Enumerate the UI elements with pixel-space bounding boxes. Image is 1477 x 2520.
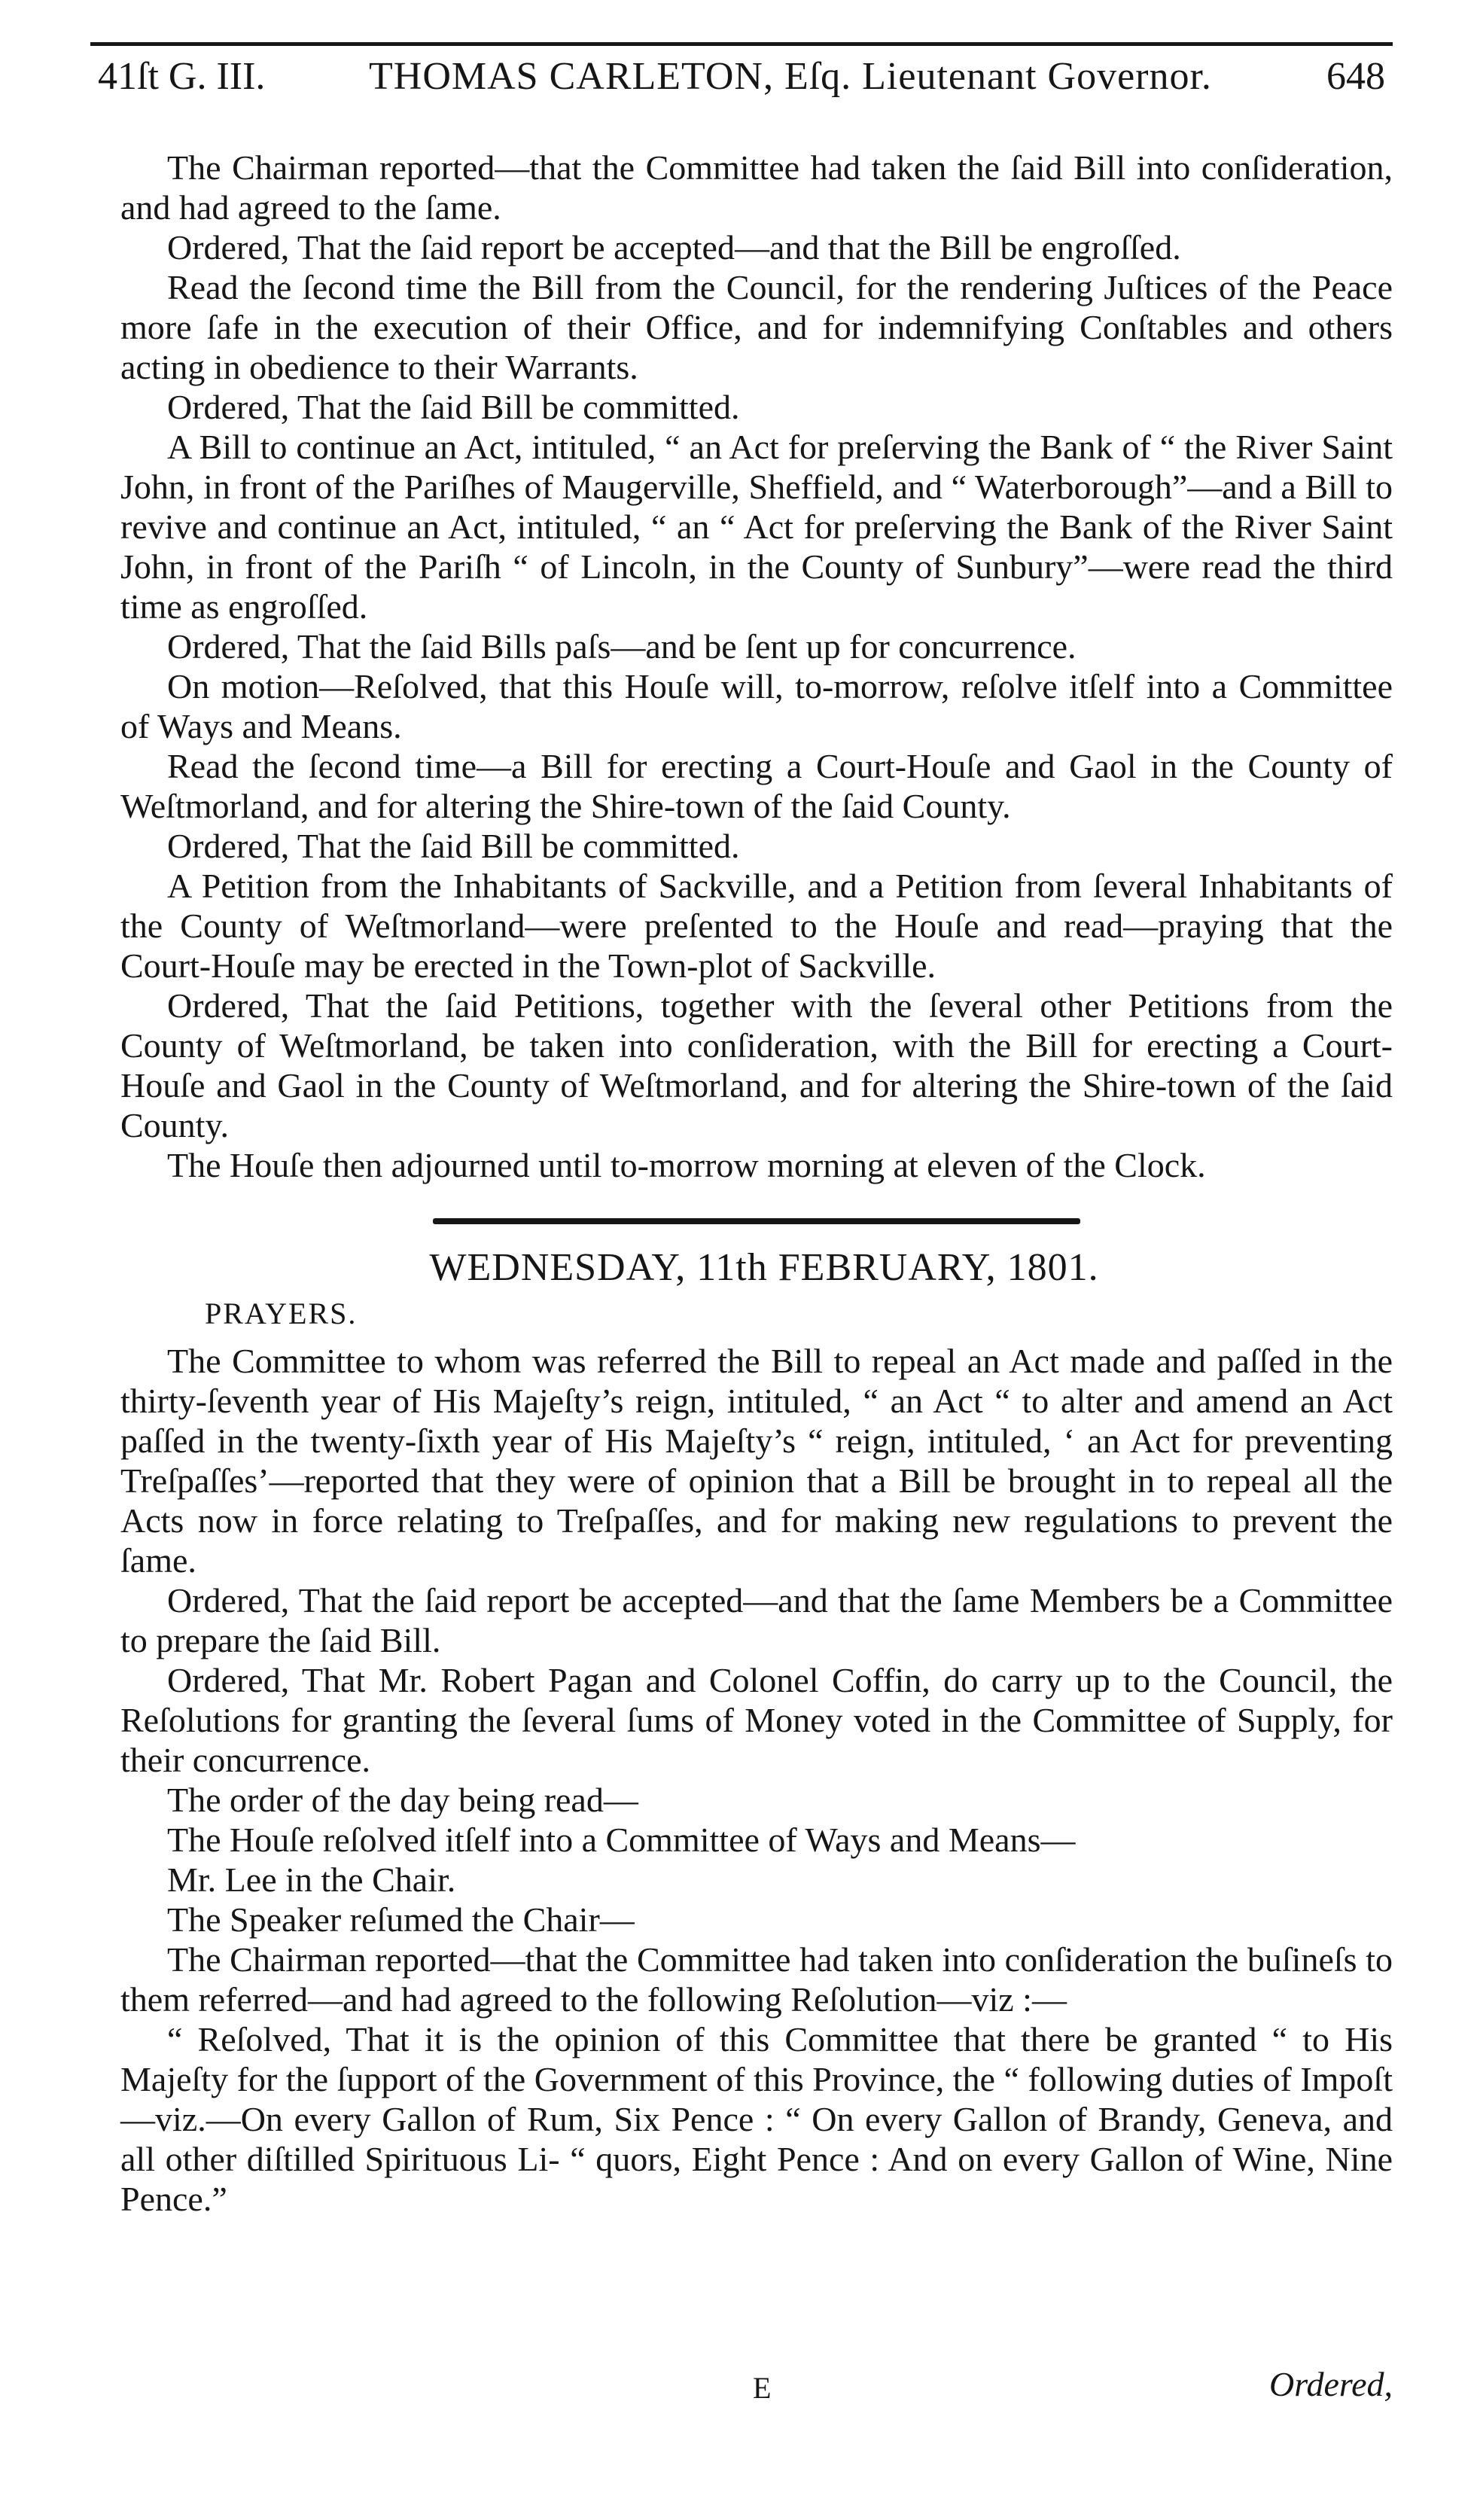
paragraph: The Chairman reported—that the Committee had taken into conſideration the buſineſs to them referred—and had agreed to the following Reſolution—viz :— — [120, 1940, 1393, 2019]
paragraph: A Bill to continue an Act, intituled, “ an Act for preſerving the Bank of “ the River Saint John, in front of the Pariſhes of Maugerville, Sheffield, and “ Waterborough”—and a Bill to revive and continue an Act, intituled, “ an “ Act for preſerving the Bank of the River Saint John, in front of the Pariſh “ of Lincoln, in the County of Sunbury”—were read the third time as engroſſed. — [120, 428, 1393, 626]
journal-body — [120, 148, 1393, 2219]
paragraph: Ordered, That the ſaid report be accepted—and that the Bill be engroſſed. — [167, 228, 1181, 267]
day-heading: WEDNESDAY, 11th FEBRUARY, 1801. — [429, 1246, 1099, 1289]
paragraph: The Chairman reported—that the Committee had taken the ſaid Bill into conſideration, and had agreed to the ſame. — [120, 148, 1393, 227]
paragraph: The Committee to whom was referred the Bill to repeal an Act made and paſſed in the thirty-ſeventh year of His Majeſty’s reign, intituled, “ an Act “ to alter and amend an Act paſſed in the twenty-ſixth year of His Majeſty’s “ reign, intituled, ‘ an Act for preventing Treſpaſſes’—reported that they were of opinion that a Bill be brought in to repeal all the Acts now in force relating to Treſpaſſes, and for making new regulations to prevent the ſame. — [120, 1342, 1393, 1580]
paragraph: Read the ſecond time—a Bill for erecting a Court-Houſe and Gaol in the County of Weſtmorland, and for altering the Shire-town of the ſaid County. — [120, 747, 1393, 825]
header-title: THOMAS CARLETON, Eſq. Lieutenant Governor. — [369, 55, 1212, 98]
paragraph: Ordered, That the ſaid Petitions, together with the ſeveral other Petitions from the County of Weſtmorland, be taken into conſideration, with the Bill for erecting a Court-Houſe and Gaol in the County of Weſtmorland, and for altering the Shire-town of the ſaid County. — [120, 986, 1393, 1144]
paragraph: Ordered, That the ſaid Bill be committed. — [167, 827, 740, 865]
paragraph: On motion—Reſolved, that this Houſe will, to-morrow, reſolve itſelf into a Committee of Ways and Means. — [120, 667, 1393, 745]
paragraph: The order of the day being read— — [167, 1781, 638, 1819]
catchword: Ordered, — [1269, 2365, 1393, 2403]
paragraph: Ordered, That the ſaid report be accepted—and that the ſame Members be a Committee to prepare the ſaid Bill. — [120, 1581, 1393, 1659]
paragraph: The Speaker reſumed the Chair— — [167, 1900, 635, 1939]
prayers-label: PRAYERS. — [205, 1297, 358, 1330]
paragraph: A Petition from the Inhabitants of Sackville, and a Petition from ſeveral Inhabitants of the County of Weſtmorland—were preſented to the Houſe and read—praying that the Court-Houſe may be erected in the Town-plot of Sackville. — [120, 867, 1393, 985]
page-number: 648 — [1326, 55, 1385, 98]
paragraph: Read the ſecond time the Bill from the Council, for the rendering Juſtices of the Peace more ſafe in the execution of their Office, and for indemnifying Conſtables and others acting in obedience to their Warrants. — [120, 268, 1393, 386]
resolution-quote: “ Reſolved, That it is the opinion of this Committee that there be granted “ to His Majeſty for the ſupport of the Government of this Province, the “ following duties of Impoſt—viz.—On every Gallon of Rum, Six Pence : “ On every Gallon of Brandy, Geneva, and all other diſtilled Spirituous Li- “ quors, Eight Pence : And on every Gallon of Wine, Nine Pence.” — [120, 2020, 1393, 2218]
paragraph: Mr. Lee in the Chair. — [167, 1860, 456, 1899]
running-header — [90, 54, 1393, 114]
paragraph: Ordered, That the ſaid Bill be committed. — [167, 388, 740, 426]
paragraph: The Houſe then adjourned until to-morrow morning at eleven of the Clock. — [167, 1146, 1206, 1184]
signature-mark: E — [753, 2371, 772, 2405]
paragraph: The Houſe reſolved itſelf into a Committee of Ways and Means— — [167, 1821, 1076, 1859]
section-divider — [433, 1218, 1080, 1224]
paragraph: Ordered, That Mr. Robert Pagan and Colonel Coffin, do carry up to the Council, the Reſolutions for granting the ſeveral ſums of Money voted in the Committee of Supply, for their concurrence. — [120, 1661, 1393, 1779]
header-reign: 41ſt G. III. — [98, 55, 266, 98]
header-rule — [90, 42, 1393, 46]
paragraph: Ordered, That the ſaid Bills paſs—and be ſent up for concurrence. — [167, 627, 1077, 666]
